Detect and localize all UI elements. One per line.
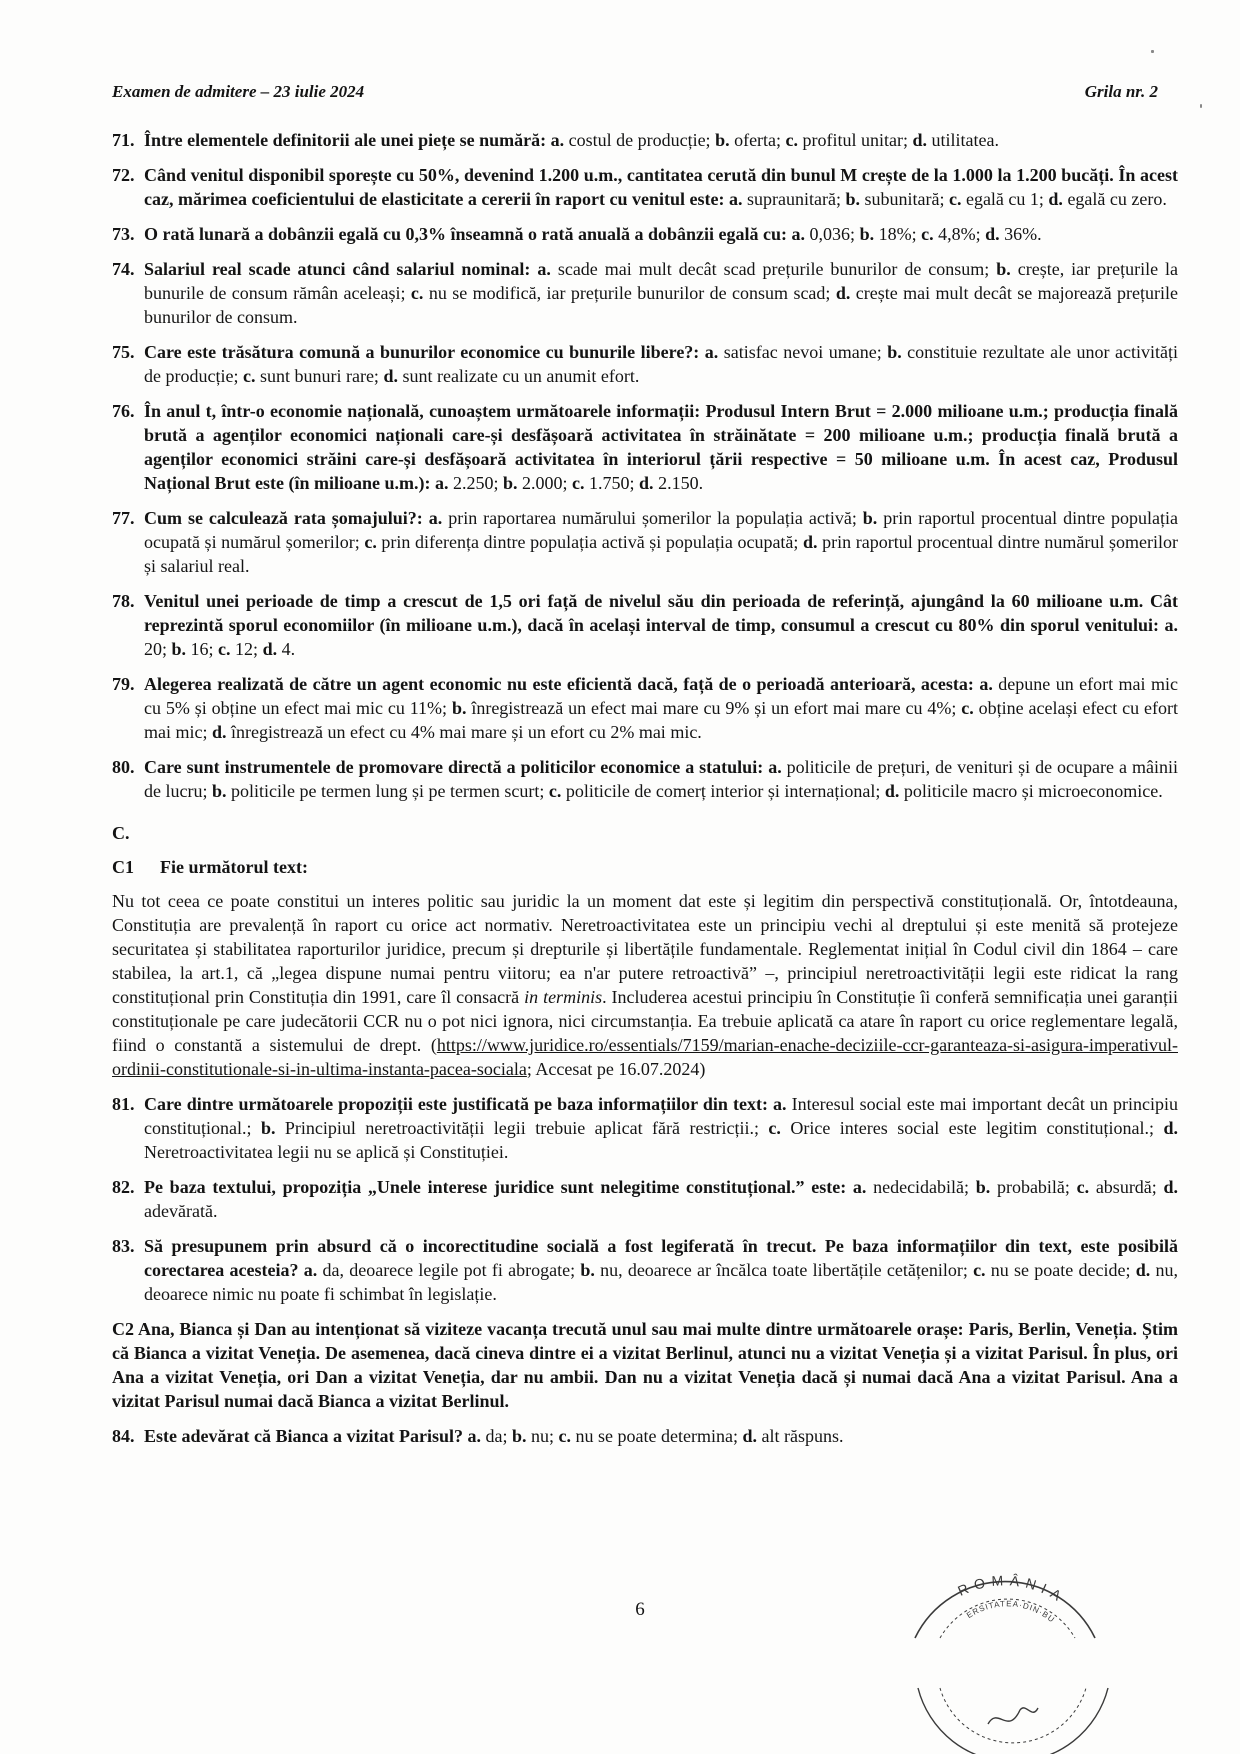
question-bold-text: b. <box>211 781 227 801</box>
answer-option-text: profitul unitar; <box>798 130 913 150</box>
question-item <box>112 672 1178 744</box>
question-bold-text: c. <box>364 532 377 552</box>
question-bold-text: Salariul real scade atunci când salariul nominal: <box>144 259 538 279</box>
answer-option-text: nu se poate decide; <box>985 1260 1136 1280</box>
question-bold-text: Este adevărat că Bianca a vizitat Parisul? <box>144 1426 468 1446</box>
question-bold-text: Venitul unei perioade de timp a crescut de 1,5 ori față de nivelul său din perioada de referință, ajungând la 60 milioane u.m. Cât reprezintă sporul economiilor (în milioane u.m.), dacă în același interval de timp, consumul a crescut cu 80% din sporul venitului: <box>144 591 1178 635</box>
question-bold-text: d. <box>985 224 1000 244</box>
c1-title: Fie următorul text: <box>160 857 308 877</box>
section-letter: C. <box>112 823 130 843</box>
question-number: 80. <box>112 757 135 777</box>
answer-option-text: egală cu 1; <box>961 189 1049 209</box>
question-bold-text: c. <box>410 283 424 303</box>
source-link[interactable]: https://www.juridice.ro/essentials/7159/marian-enache-deciziile-ccr-garanteaza-si-asigura-imperativul-ordinii-constitutionale-si-in-ultima-instanta-pacea-sociala <box>112 1035 1178 1079</box>
question-bold-text: Între elementele definitorii ale unei piețe se numără: <box>144 130 551 150</box>
answer-option-text: înregistrează un efect mai mare cu 9% și un efort mai mare cu 4%; <box>466 698 962 718</box>
question-bold-text: d. <box>835 283 851 303</box>
question-bold-text: O rată lunară a dobânzii egală cu 0,3% înseamnă o rată anuală a dobânzii egală cu: <box>144 224 792 244</box>
question-number: 76. <box>112 401 135 421</box>
question-bold-text: c. <box>218 639 231 659</box>
question-bold-text: b. <box>715 130 730 150</box>
question-list-c <box>112 1424 1178 1448</box>
answer-option-text: 20; <box>144 639 172 659</box>
answer-option-text: nu, deoarece ar încălca toate libertățile cetățenilor; <box>594 1260 974 1280</box>
answer-option-text: nu; <box>526 1426 559 1446</box>
answer-option-text: depune un efort mai mic cu 5% și obține un efect mai mic cu 11%; <box>144 674 1178 718</box>
question-bold-text: b. <box>996 259 1011 279</box>
answer-option-text: Interesul social este mai important decât un principiu constituțional.; <box>144 1094 1178 1138</box>
stamp2-outer-ring <box>918 1688 1108 1754</box>
question-bold-text: d. <box>803 532 818 552</box>
question-bold-text: d. <box>912 130 928 150</box>
question-bold-text: d. <box>262 639 278 659</box>
question-bold-text: c. <box>768 1118 781 1138</box>
answer-option-text: politicile macro și microeconomice. <box>899 781 1163 801</box>
question-bold-text: a. <box>979 674 993 694</box>
answer-option-text: politicile de comerț interior și internațional; <box>561 781 885 801</box>
question-bold-text: a. <box>704 342 719 362</box>
question-bold-text: Pe baza textului, propoziția „Unele interese juridice sunt nelegitime constituțional.” este: <box>144 1177 853 1197</box>
question-bold-text: c. <box>961 698 974 718</box>
exam-title: Examen de admitere – 23 iulie 2024 <box>112 82 365 101</box>
answer-option-text: costul de producție; <box>564 130 716 150</box>
answer-option-text: înregistrează un efect cu 4% mai mare și un efort cu 2% mai mic. <box>226 722 702 742</box>
question-bold-text: b. <box>887 342 902 362</box>
question-bold-text: d. <box>1163 1118 1179 1138</box>
question-number: 75. <box>112 342 135 362</box>
c1-code: C1 <box>112 857 134 877</box>
question-bold-text: c. <box>1076 1177 1090 1197</box>
faculty-stamp-bottom <box>908 1686 1118 1754</box>
question-bold-text: a. <box>537 259 551 279</box>
question-item <box>112 340 1178 388</box>
question-item <box>112 257 1178 329</box>
question-bold-text: b. <box>975 1177 991 1197</box>
question-item <box>112 399 1178 495</box>
question-bold-text: b. <box>580 1260 595 1280</box>
question-bold-text: b. <box>862 508 878 528</box>
page-header <box>112 80 1158 104</box>
question-bold-text: c. <box>558 1426 571 1446</box>
question-bold-text: b. <box>845 189 860 209</box>
answer-option-text: 2.000; <box>517 473 573 493</box>
page-number: 6 <box>635 1599 645 1620</box>
passage-access-date: ; Accesat pe 16.07.2024) <box>526 1059 706 1079</box>
question-bold-text: Care sunt instrumentele de promovare directă a politicilor economice a statului: <box>144 757 769 777</box>
answer-option-text: obține același efect cu efort mai mic; <box>144 698 1178 742</box>
question-number: 72. <box>112 165 135 185</box>
question-bold-text: d. <box>1163 1177 1179 1197</box>
answer-option-text: prin raportul procentual dintre numărul șomerilor și salariul real. <box>144 532 1178 576</box>
question-bold-text: Cum se calculează rata șomajului?: <box>144 508 429 528</box>
question-bold-text: a. <box>1164 615 1178 635</box>
question-bold-text: b. <box>503 473 518 493</box>
university-stamp-top <box>905 1560 1105 1640</box>
question-bold-text: d. <box>211 722 227 742</box>
question-bold-text: d. <box>1048 189 1063 209</box>
question-number: 74. <box>112 259 135 279</box>
stamp-top-text: ROMÂNIA <box>955 1572 1070 1607</box>
answer-option-text: subunitară; <box>859 189 949 209</box>
question-bold-text: c. <box>242 366 256 386</box>
question-number: 78. <box>112 591 135 611</box>
answer-option-text: da, deoarece legile pot fi abrogate; <box>317 1260 581 1280</box>
answer-option-text: politicile pe termen lung și pe termen scurt; <box>226 781 549 801</box>
answer-option-text: probabilă; <box>990 1177 1077 1197</box>
signature-mark <box>988 1708 1038 1724</box>
page-content <box>112 128 1178 1459</box>
question-bold-text: Care este trăsătura comună a bunurilor economice cu bunurile libere?: <box>144 342 705 362</box>
question-bold-text: d. <box>639 473 654 493</box>
question-bold-text: b. <box>511 1426 527 1446</box>
question-bold-text: Să presupunem prin absurd că o incorectitudine socială a fost legiferată în trecut. Pe baza informațiilor din text, este posibilă corectarea acesteia? <box>144 1236 1178 1280</box>
question-bold-text: În anul t, într-o economie națională, cunoaștem următoarele informații: Produsul Intern Brut = 2.000 milioane u.m.; producția finală brută a agenților economici naționali care-și desfășoară activitatea în străinătate = 200 milioane u.m.; producția finală brută a agenților economici străini care-și desfășoară activitatea în interiorul țării respective = 50 milioane u.m. În acest caz, Produsul Național Brut este (în milioane u.m.): <box>144 401 1178 493</box>
answer-option-text: nu, deoarece nimic nu poate fi schimbat în legislație. <box>144 1260 1178 1304</box>
question-bold-text: a. <box>768 757 782 777</box>
question-item <box>112 755 1178 803</box>
answer-option-text: 16; <box>186 639 219 659</box>
question-bold-text: a. <box>428 508 443 528</box>
answer-option-text: supraunitară; <box>742 189 846 209</box>
c2-problem: C2 Ana, Bianca și Dan au intenționat să viziteze vacanța trecută unul sau mai multe dintre următoarele orașe: Paris, Berlin, Veneția. Știm că Bianca a vizitat Veneția. De asemenea, dacă cineva dintre ei a vizitat Berlinul, atunci nu a vizitat Veneția și a vizitat Parisul. În plus, ori Ana a vizitat Veneția, ori Dan a vizitat Veneția, dar nu ambii. Dan nu a vizitat Veneția dacă și numai dacă Ana a vizitat Parisul. Ana a vizitat Parisul numai dacă Bianca a vizitat Berlinul. <box>112 1319 1178 1411</box>
answer-option-text: absurdă; <box>1089 1177 1164 1197</box>
reading-passage <box>112 889 1178 1081</box>
answer-option-text: da; <box>480 1426 512 1446</box>
question-bold-text: a. <box>550 130 565 150</box>
stamp2-inner-ring <box>940 1688 1086 1743</box>
answer-option-text: crește, iar prețurile la bunurile de consum rămân aceleași; <box>144 259 1179 303</box>
answer-option-text: oferta; <box>729 130 786 150</box>
answer-option-text: scade mai mult decât scad prețurile bunurilor de consum; <box>550 259 997 279</box>
passage-text-2: . Includerea acestui principiu în Constituție îi conferă semnificația unei garanții constituționale pe care judecătorii CCR nu o pot nici ignora, nici circumstanția. Ea trebuie aplicată ca atare în raport cu orice reglementare legală, fiind o constantă a sistemului de drept. ( <box>112 987 1178 1055</box>
question-number: 82. <box>112 1177 135 1197</box>
question-bold-text: a. <box>773 1094 787 1114</box>
question-bold-text: d. <box>884 781 900 801</box>
answer-option-text: egală cu zero. <box>1062 189 1167 209</box>
answer-option-text: 2.150. <box>653 473 704 493</box>
question-number: 83. <box>112 1236 135 1256</box>
answer-option-text: crește mai mult decât se majorează prețurile bunurilor de consum. <box>144 283 1178 327</box>
question-bold-text: c. <box>548 781 562 801</box>
scan-speck <box>1200 104 1202 108</box>
question-item <box>112 589 1178 661</box>
question-number: 79. <box>112 674 135 694</box>
question-list-b <box>112 1092 1178 1306</box>
question-bold-text: c. <box>572 473 585 493</box>
question-bold-text: d. <box>383 366 398 386</box>
answer-option-text: constituie rezultate ale unor activități de producție; <box>144 342 1179 386</box>
answer-option-text: alt răspuns. <box>756 1426 844 1446</box>
question-bold-text: b. <box>451 698 467 718</box>
question-item <box>112 506 1178 578</box>
answer-option-text: 12; <box>230 639 263 659</box>
answer-option-text: Neretroactivitatea legii nu se aplică și Constituției. <box>144 1142 509 1162</box>
question-bold-text: a. <box>467 1426 481 1446</box>
answer-option-text: politicile de prețuri, de venituri și de ocupare a mâinii de lucru; <box>144 757 1178 801</box>
question-bold-text: Care dintre următoarele propoziții este justificată pe baza informațiilor din text: <box>144 1094 774 1114</box>
question-bold-text: c. <box>973 1260 986 1280</box>
question-bold-text: a. <box>852 1177 867 1197</box>
answer-option-text: sunt realizate cu un anumit efort. <box>397 366 640 386</box>
question-item <box>112 222 1178 246</box>
question-bold-text: b. <box>171 639 187 659</box>
question-number: 77. <box>112 508 135 528</box>
answer-option-text: Orice interes social este legitim constituțional.; <box>780 1118 1164 1138</box>
answer-option-text: 36%. <box>999 224 1042 244</box>
question-item <box>112 128 1178 152</box>
answer-option-text: prin diferența dintre populația activă și populația ocupată; <box>376 532 804 552</box>
question-list-a <box>112 128 1178 803</box>
stamp-outer-ring <box>915 1582 1095 1638</box>
answer-option-text: 4. <box>277 639 296 659</box>
passage-text-1: Nu tot ceea ce poate constitui un interes politic sau juridic la un moment dat este și legitim din perspectivă constituțională. Or, întotdeauna, Constituția are prevalență în raport cu orice act normativ. Neretroactivitatea este un principiu vechi al dreptului și este menită să protejeze securitatea și stabilitatea raporturilor juridice, precum și drepturile și libertățile fundamentale. Reglementat inițial în Codul civil din 1864 – care stabilea, la art.1, că „legea dispune numai pentru viitoru; ea n'ar putere retroactivă” –, principiul neretroactivității legii este ridicat la rang constituțional prin Constituția din 1991, care îl consacră <box>112 891 1178 1007</box>
question-bold-text: b. <box>859 224 875 244</box>
answer-option-text: adevărată. <box>144 1201 218 1221</box>
answer-option-text: 18%; <box>874 224 922 244</box>
answer-option-text: Principiul neretroactivității legii trebuie aplicat fără restricții.; <box>275 1118 769 1138</box>
passage-italic: in terminis <box>524 987 603 1007</box>
answer-option-text: satisfac nevoi umane; <box>718 342 888 362</box>
question-bold-text: a. <box>791 224 806 244</box>
question-bold-text: c. <box>948 189 962 209</box>
question-item <box>112 1424 1178 1448</box>
scan-speck <box>1151 50 1154 53</box>
question-number: 84. <box>112 1426 135 1446</box>
question-bold-text: Alegerea realizată de către un agent economic nu este eficientă dacă, față de o perioadă anterioară, acesta: <box>144 674 980 694</box>
question-bold-text: d. <box>1135 1260 1151 1280</box>
answer-option-text: utilitatea. <box>927 130 1000 150</box>
question-item <box>112 1234 1178 1306</box>
question-bold-text: d. <box>742 1426 757 1446</box>
question-bold-text: a. <box>303 1260 318 1280</box>
c1-heading <box>112 855 1178 879</box>
question-bold-text: Când venitul disponibil sporește cu 50%, devenind 1.200 u.m., cantitatea cerută din bunul M crește de la 1.000 la 1.200 bucăți. În acest caz, mărimea coeficientului de elasticitate a cererii în raport cu venitul este: <box>144 165 1178 209</box>
answer-option-text: prin raportul procentual dintre populația ocupată și numărul șomerilor; <box>144 508 1179 552</box>
question-bold-text: c. <box>785 130 799 150</box>
stamp-inner-text: ERSITATEA·DIN·BU <box>965 1599 1057 1625</box>
question-number: 71. <box>112 130 135 150</box>
answer-option-text: sunt bunuri rare; <box>255 366 384 386</box>
answer-option-text: nedecidabilă; <box>866 1177 976 1197</box>
answer-option-text: nu se modifică, iar prețurile bunurilor de consum scad; <box>423 283 836 303</box>
answer-option-text: 1.750; <box>584 473 640 493</box>
question-bold-text: b. <box>260 1118 276 1138</box>
question-item <box>112 163 1178 211</box>
answer-option-text: nu se poate determina; <box>571 1426 743 1446</box>
answer-option-text: 0,036; <box>805 224 860 244</box>
question-bold-text: a. <box>434 473 449 493</box>
question-number: 73. <box>112 224 135 244</box>
question-number: 81. <box>112 1094 135 1114</box>
answer-option-text: 2.250; <box>448 473 503 493</box>
answer-option-text: 4,8%; <box>933 224 986 244</box>
question-bold-text: a. <box>728 189 743 209</box>
question-item <box>112 1092 1178 1164</box>
answer-option-text: prin raportarea numărului șomerilor la populația activă; <box>442 508 863 528</box>
grid-number: Grila nr. 2 <box>1084 82 1158 101</box>
question-bold-text: c. <box>921 224 934 244</box>
question-item <box>112 1175 1178 1223</box>
